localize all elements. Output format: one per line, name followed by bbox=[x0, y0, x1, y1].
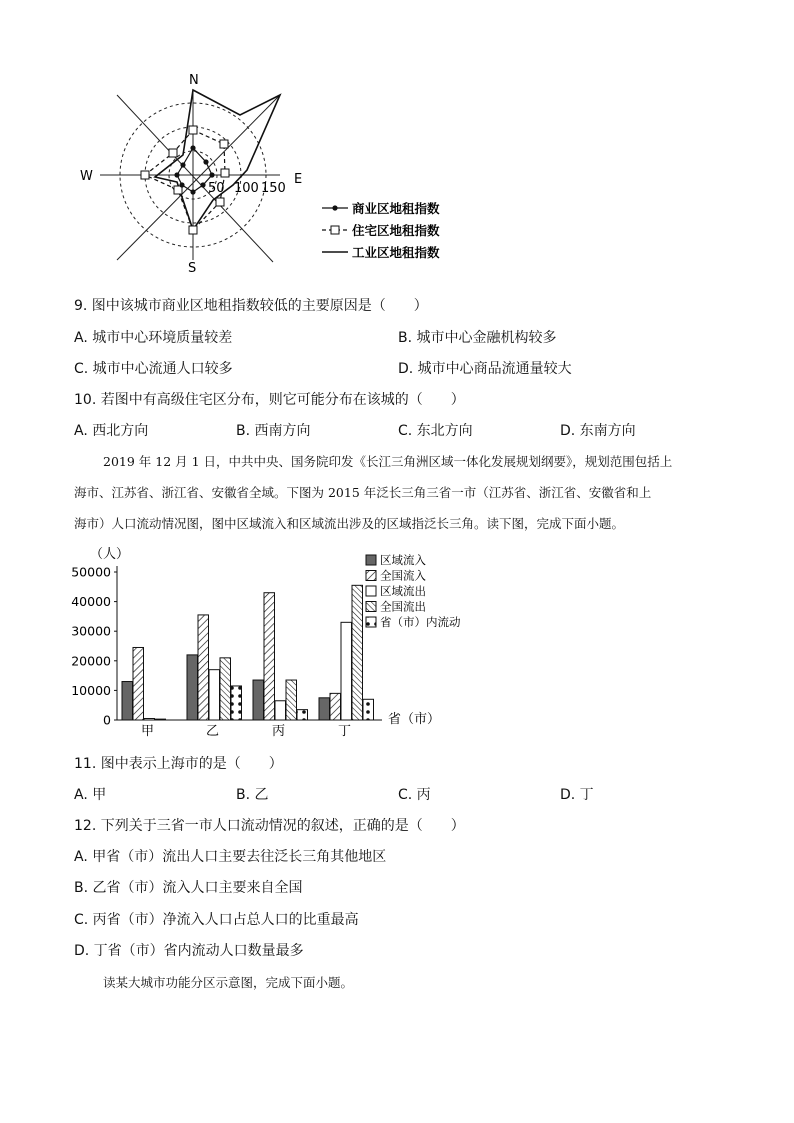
q12-option-b[interactable]: B. 乙省（市）流入人口主要来自全国 bbox=[74, 880, 303, 896]
radar-legend bbox=[322, 201, 440, 260]
q10-option-c[interactable]: C. 东北方向 bbox=[398, 423, 473, 439]
bar-inflow-national-3 bbox=[264, 593, 275, 720]
bar-inflow-regional-2 bbox=[187, 655, 198, 720]
question-12-stem: 12. 下列关于三省一市人口流动情况的叙述，正确的是（ ） bbox=[74, 818, 465, 834]
south-label: S bbox=[188, 261, 197, 276]
north-label: N bbox=[189, 73, 199, 88]
rent-index-radar-figure bbox=[70, 70, 470, 280]
chart-ylabel: （人） bbox=[90, 547, 130, 562]
x-category-label: 丁 bbox=[337, 724, 352, 739]
legend-swatch-intra-province bbox=[366, 617, 376, 627]
q9-option-c[interactable]: C. 城市中心流通人口较多 bbox=[74, 361, 233, 377]
y-tick-label: 0 bbox=[103, 712, 111, 728]
bar-intra-province-2 bbox=[231, 686, 242, 720]
q10-option-b[interactable]: B. 西南方向 bbox=[236, 423, 311, 439]
q10-option-a[interactable]: A. 西北方向 bbox=[74, 423, 149, 439]
bar-outflow-regional-1 bbox=[144, 719, 155, 720]
bar-inflow-national-1 bbox=[133, 647, 144, 720]
q9-option-d[interactable]: D. 城市中心商品流通量较大 bbox=[398, 361, 572, 377]
legend-label-inflow-national: 全国流入 bbox=[380, 568, 426, 583]
radar-axes bbox=[100, 90, 280, 262]
bar-outflow-regional-4 bbox=[341, 622, 352, 720]
x-category-label: 甲 bbox=[140, 724, 155, 739]
scale-label-100: 100 bbox=[234, 181, 259, 196]
bar-intra-province-3 bbox=[297, 710, 308, 720]
bar-intra-province-4 bbox=[363, 699, 374, 720]
q9-option-b[interactable]: B. 城市中心金融机构较多 bbox=[398, 330, 557, 346]
q9-option-a[interactable]: A. 城市中心环境质量较差 bbox=[74, 330, 233, 346]
west-label: W bbox=[80, 169, 93, 184]
legend-residential: 住宅区地租指数 bbox=[352, 223, 440, 238]
legend-label-outflow-national: 全国流出 bbox=[380, 599, 426, 614]
q12-option-a[interactable]: A. 甲省（市）流出人口主要去往泛长三角其他地区 bbox=[74, 849, 387, 865]
q11-option-a[interactable]: A. 甲 bbox=[74, 787, 107, 803]
q10-option-d[interactable]: D. 东南方向 bbox=[560, 423, 636, 439]
legend-commercial: 商业区地租指数 bbox=[352, 201, 440, 216]
y-tick-label: 10000 bbox=[71, 682, 111, 698]
y-tick-label: 40000 bbox=[71, 594, 111, 610]
scale-label-50: 50 bbox=[208, 181, 225, 196]
passage-2-line-1: 读某大城市功能分区示意图，完成下面小题。 bbox=[103, 975, 354, 990]
legend-label-inflow-regional: 区域流入 bbox=[380, 553, 426, 567]
legend-swatch-outflow-national bbox=[366, 602, 376, 612]
question-10-stem: 10. 若图中有高级住宅区分布，则它可能分布在该城的（ ） bbox=[74, 392, 465, 408]
q11-option-d[interactable]: D. 丁 bbox=[560, 787, 594, 803]
legend-label-outflow-regional: 区域流出 bbox=[380, 584, 426, 598]
legend-swatch-outflow-regional bbox=[366, 586, 376, 596]
passage-line-2: 海市、江苏省、浙江省、安徽省全域。下图为 2015 年泛长三角三省一市（江苏省、浙江省、安徽省和上 bbox=[74, 485, 652, 500]
bar-outflow-regional-2 bbox=[209, 670, 220, 720]
question-9-stem: 9. 图中该城市商业区地租指数较低的主要原因是（ ） bbox=[74, 298, 428, 314]
bar-outflow-national-2 bbox=[220, 658, 231, 720]
q12-option-c[interactable]: C. 丙省（市）净流入人口占总人口的比重最高 bbox=[74, 912, 359, 928]
y-tick-label: 30000 bbox=[71, 623, 111, 639]
y-tick-label: 20000 bbox=[71, 653, 111, 669]
chart-xlabel: 省（市） bbox=[388, 712, 441, 727]
bar-inflow-regional-3 bbox=[253, 680, 264, 720]
q12-option-d[interactable]: D. 丁省（市）省内流动人口数量最多 bbox=[74, 943, 304, 959]
bar-inflow-regional-1 bbox=[122, 682, 133, 720]
q11-option-c[interactable]: C. 丙 bbox=[398, 787, 431, 803]
legend-swatch-inflow-national bbox=[366, 571, 376, 581]
bar-outflow-national-1 bbox=[155, 719, 166, 720]
scale-label-150: 150 bbox=[261, 181, 286, 196]
bar-inflow-national-4 bbox=[330, 693, 341, 720]
x-category-label: 乙 bbox=[205, 724, 220, 739]
bar-outflow-regional-3 bbox=[275, 701, 286, 720]
bar-outflow-national-3 bbox=[286, 680, 297, 720]
legend-label-intra-province: 省（市）内流动 bbox=[380, 615, 461, 629]
legend-swatch-inflow-regional bbox=[366, 555, 376, 565]
east-label: E bbox=[294, 172, 303, 187]
legend-industrial: 工业区地租指数 bbox=[352, 245, 440, 260]
bar-outflow-national-4 bbox=[352, 585, 363, 720]
x-category-label: 丙 bbox=[271, 724, 286, 739]
population-flow-bar-chart bbox=[60, 540, 490, 745]
bar-inflow-national-2 bbox=[198, 615, 209, 720]
q11-option-b[interactable]: B. 乙 bbox=[236, 787, 269, 803]
bar-inflow-regional-4 bbox=[319, 698, 330, 720]
question-11-stem: 11. 图中表示上海市的是（ ） bbox=[74, 756, 283, 772]
y-tick-label: 50000 bbox=[71, 564, 111, 580]
passage-line-3: 海市）人口流动情况图，图中区域流入和区域流出涉及的区域指泛长三角。读下图，完成下面小题。 bbox=[74, 516, 625, 531]
passage-line-1: 2019 年 12 月 1 日，中共中央、国务院印发《长江三角洲区域一体化发展规划纲要》，规划范围包括上 bbox=[103, 454, 673, 469]
